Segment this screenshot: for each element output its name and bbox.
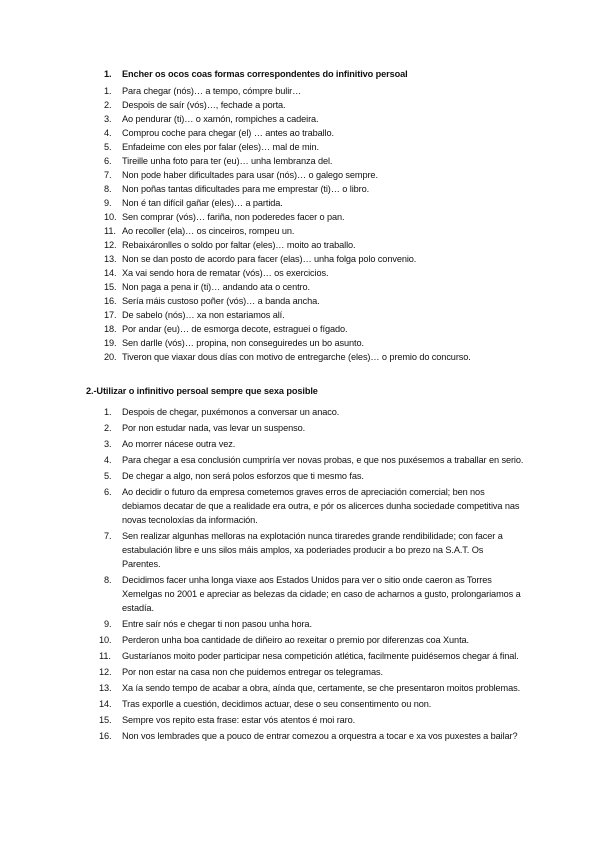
list-item-text: Para chegar (nós)… a tempo, cómpre bulir… xyxy=(122,86,302,96)
list-item-text: De sabelo (nós)… xa non estariamos alí. xyxy=(122,310,285,320)
list-item-number: 3. xyxy=(104,439,112,449)
list-item xyxy=(104,617,524,631)
list-item-number: 8. xyxy=(104,575,112,585)
list-item xyxy=(99,713,524,727)
list-item-text: Tras exporlle a cuestión, decidimos actuar, dese o seu consentimento ou non. xyxy=(122,699,432,709)
list-item-number: 8. xyxy=(104,184,112,194)
list-item-text: Xa vai sendo hora de rematar (vós)… os exercicios. xyxy=(122,268,329,278)
list-item xyxy=(99,649,524,663)
list-item-number: 16. xyxy=(104,296,117,306)
list-item xyxy=(104,126,471,140)
list-item-text: Despois de saír (vós)…, fechade a porta. xyxy=(122,100,286,110)
list-item-text: Tiveron que viaxar dous días con motivo de entregarche (eles)… o premio do concurso. xyxy=(122,352,471,362)
list-item xyxy=(99,681,524,695)
section1-heading xyxy=(104,69,408,79)
list-item-text: Xa ía sendo tempo de acabar a obra, aínda que, certamente, se che presentaron moitos problemas. xyxy=(122,683,521,693)
list-item xyxy=(104,168,471,182)
list-item-number: 2. xyxy=(104,423,112,433)
list-item-text: Entre saír nós e chegar ti non pasou unha hora. xyxy=(122,619,312,629)
list-item-number: 1. xyxy=(104,86,112,96)
list-item xyxy=(104,252,471,266)
list-item-text: Non é tan difícil gañar (eles)… a partida. xyxy=(122,198,283,208)
list-item-number: 13. xyxy=(104,254,117,264)
list-item-text: Despois de chegar, puxémonos a conversar un anaco. xyxy=(122,407,340,417)
list-item-number: 4. xyxy=(104,455,112,465)
list-item-number: 16. xyxy=(99,731,112,741)
list-item-number: 14. xyxy=(104,268,117,278)
list-item xyxy=(104,405,524,419)
list-item-text: Sen darlle (vós)… propina, non conseguiredes un bo asunto. xyxy=(122,338,364,348)
list-item-number: 6. xyxy=(104,487,112,497)
list-item-number: 10. xyxy=(104,212,117,222)
list-item-number: 6. xyxy=(104,156,112,166)
list-item xyxy=(104,140,471,154)
list-item-number: 12. xyxy=(104,240,117,250)
list-item xyxy=(104,294,471,308)
list-item xyxy=(104,84,471,98)
list-item xyxy=(99,697,524,711)
list-item-text: Non se dan posto de acordo para facer (elas)… unha folga polo convenio. xyxy=(122,254,417,264)
list-item-number: 9. xyxy=(104,198,112,208)
list-item xyxy=(99,633,524,647)
list-item xyxy=(104,238,471,252)
list-item-number: 10. xyxy=(99,635,112,645)
list-item-number: 7. xyxy=(104,531,112,541)
list-item xyxy=(104,182,471,196)
list-item xyxy=(104,421,524,435)
list-item xyxy=(104,280,471,294)
list-item xyxy=(104,573,524,615)
list-item-text: Rebaixáronlles o soldo por faltar (eles)… moito ao traballo. xyxy=(122,240,356,250)
section1-list xyxy=(104,84,471,364)
section1-heading-text: Encher os ocos coas formas correspondentes do infinitivo persoal xyxy=(122,69,408,79)
list-item-text: Perderon unha boa cantidade de diñeiro ao rexeitar o premio por diferenzas coa Xunta. xyxy=(122,635,469,645)
list-item xyxy=(104,224,471,238)
list-item xyxy=(104,112,471,126)
list-item-text: Ao decidir o futuro da empresa cometemos graves erros de apreciación comercial; ben nos debiamos decatar de que a realidade era outra, e pór os alicerces dunha sociedade competitiva nas novas tecnoloxías da información. xyxy=(122,487,520,525)
list-item xyxy=(104,98,471,112)
list-item-text: Sen comprar (vós)… fariña, non poderedes facer o pan. xyxy=(122,212,345,222)
list-item-text: Sen realizar algunhas melloras na explotación nunca tiraredes grande rendibilidade; con facer a estabulación libre e uns silos máis amplos, xa poderiades producir a bo prezo na S.A.T. Os Parentes. xyxy=(122,531,503,569)
list-item-text: De chegar a algo, non será polos esforzos que ti mesmo fas. xyxy=(122,471,364,481)
list-item-number: 18. xyxy=(104,324,117,334)
list-item-number: 4. xyxy=(104,128,112,138)
list-item-text: Sería máis custoso poñer (vós)… a banda ancha. xyxy=(122,296,320,306)
list-item xyxy=(104,469,524,483)
section2-list xyxy=(99,405,524,745)
list-item xyxy=(99,665,524,679)
list-item-number: 14. xyxy=(99,699,112,709)
list-item-number: 19. xyxy=(104,338,117,348)
list-item-text: Por andar (eu)… de esmorga decote, estraguei o fígado. xyxy=(122,324,348,334)
list-item-number: 7. xyxy=(104,170,112,180)
list-item-text: Por non estar na casa non che puidemos entregar os telegramas. xyxy=(122,667,383,677)
list-item-number: 20. xyxy=(104,352,117,362)
list-item xyxy=(104,210,471,224)
list-item xyxy=(104,322,471,336)
list-item-text: Gustaríanos moito poder participar nesa competición atlética, facilmente puidésemos chegar á final. xyxy=(122,651,519,661)
list-item-number: 2. xyxy=(104,100,112,110)
section1-heading-number: 1. xyxy=(104,69,112,79)
list-item xyxy=(104,350,471,364)
list-item xyxy=(104,308,471,322)
list-item-number: 11. xyxy=(99,651,111,661)
list-item-text: Non poñas tantas dificultades para me emprestar (ti)… o libro. xyxy=(122,184,370,194)
list-item xyxy=(104,437,524,451)
list-item-number: 1. xyxy=(104,407,112,417)
list-item xyxy=(104,336,471,350)
list-item-text: Non pode haber dificultades para usar (nós)… o galego sempre. xyxy=(122,170,378,180)
list-item-text: Tireille unha foto para ter (eu)… unha lembranza del. xyxy=(122,156,333,166)
list-item-text: Ao recoller (ela)… os cinceiros, rompeu un. xyxy=(122,226,295,236)
list-item-number: 17. xyxy=(104,310,117,320)
list-item xyxy=(99,729,524,743)
list-item-text: Comprou coche para chegar (el) … antes ao traballo. xyxy=(122,128,334,138)
list-item-text: Decidimos facer unha longa viaxe aos Estados Unidos para ver o sitio onde caeron as Torres Xemelgas no 2001 e apreciar as belezas da cidade; en caso de acharnos a gusto, prolongariamos a estadía. xyxy=(122,575,521,613)
list-item-number: 12. xyxy=(99,667,112,677)
list-item xyxy=(104,485,524,527)
list-item xyxy=(104,196,471,210)
list-item xyxy=(104,266,471,280)
list-item-number: 3. xyxy=(104,114,112,124)
list-item-text: Por non estudar nada, vas levar un suspenso. xyxy=(122,423,306,433)
list-item xyxy=(104,154,471,168)
list-item xyxy=(104,453,524,467)
list-item-number: 5. xyxy=(104,142,112,152)
list-item-number: 9. xyxy=(104,619,112,629)
list-item xyxy=(104,529,524,571)
list-item-number: 15. xyxy=(104,282,117,292)
list-item-text: Para chegar a esa conclusión cumpriría ver novas probas, e que nos puxésemos a traballar en serio. xyxy=(122,455,524,465)
list-item-text: Ao morrer nácese outra vez. xyxy=(122,439,236,449)
list-item-text: Ao pendurar (ti)… o xamón, rompiches a cadeira. xyxy=(122,114,319,124)
list-item-number: 5. xyxy=(104,471,112,481)
list-item-number: 13. xyxy=(99,683,112,693)
list-item-text: Non paga a pena ir (ti)… andando ata o centro. xyxy=(122,282,310,292)
list-item-number: 15. xyxy=(99,715,112,725)
section2-heading: 2.-Utilizar o infinitivo persoal sempre que sexa posible xyxy=(86,386,318,396)
list-item-text: Sempre vos repito esta frase: estar vós atentos é moi raro. xyxy=(122,715,356,725)
list-item-number: 11. xyxy=(104,226,116,236)
list-item-text: Enfadeime con eles por falar (eles)… mal de min. xyxy=(122,142,319,152)
list-item-text: Non vos lembrades que a pouco de entrar comezou a orquestra a tocar e xa vos puxestes a bailar? xyxy=(122,731,518,741)
